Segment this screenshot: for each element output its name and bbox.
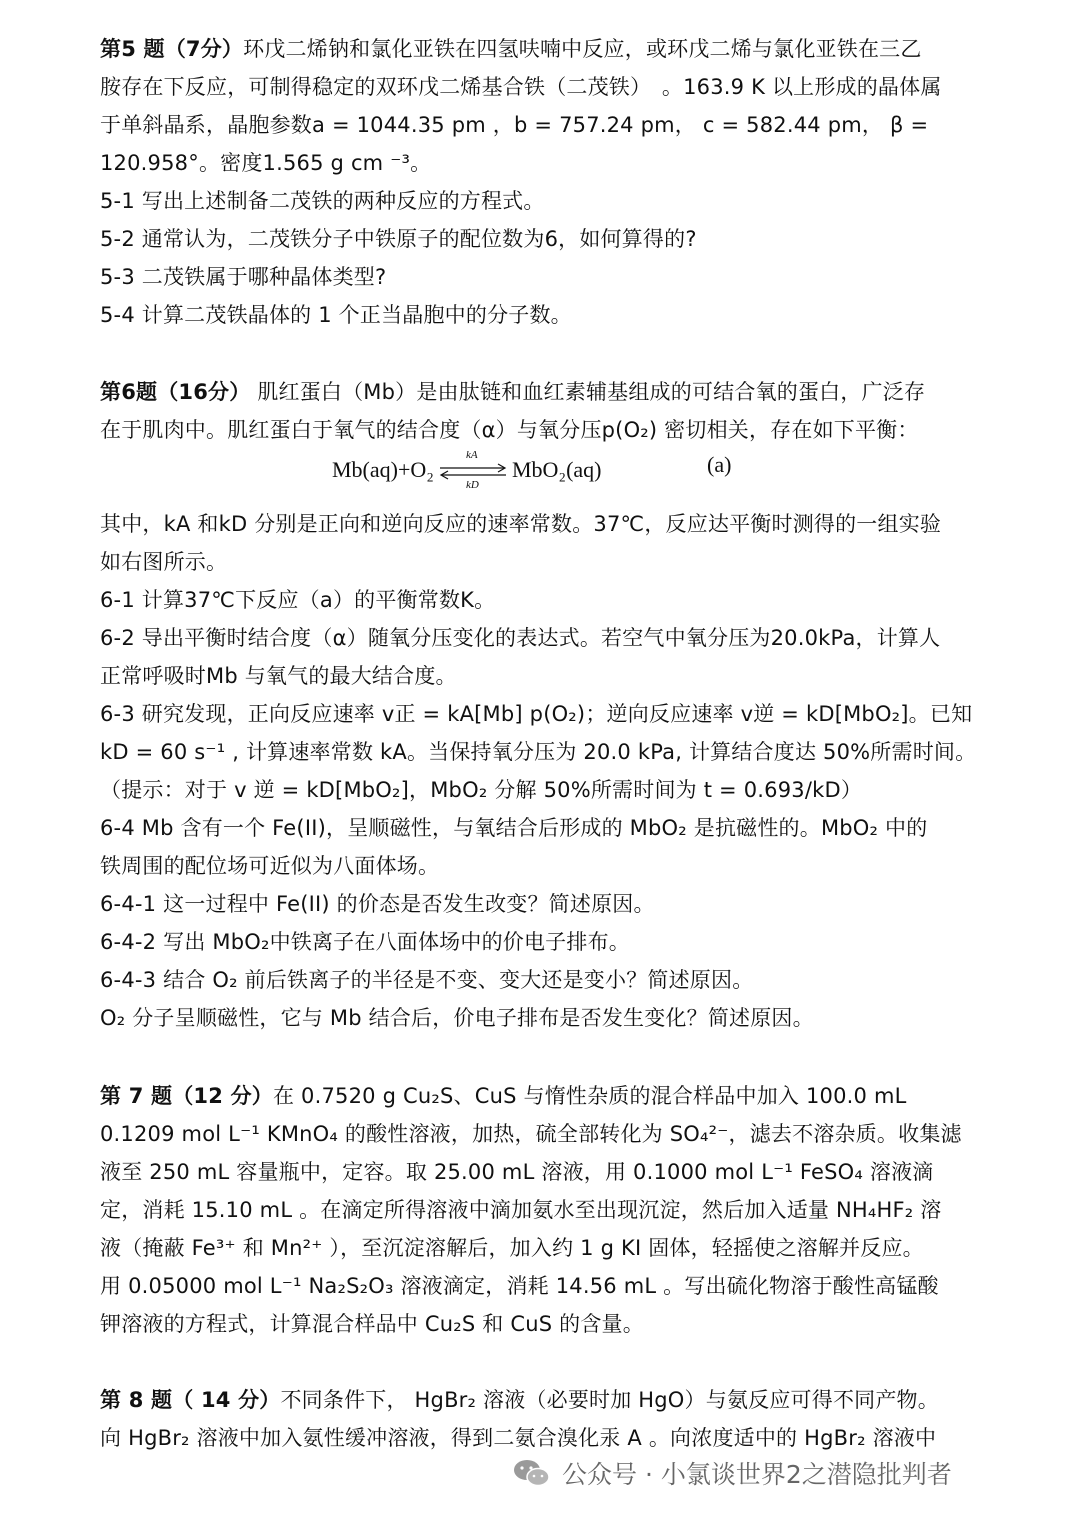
q5-sub-4: 5-4 计算二茂铁晶体的 1 个正当晶胞中的分子数。	[100, 303, 572, 327]
q6-heading: 第6题（16分）	[100, 380, 251, 404]
q5-line-1	[100, 33, 922, 63]
q6-sub-4-4: O₂ 分子呈顺磁性，它与 Mb 结合后，价电子排布是否发生变化？简述原因。	[100, 1006, 814, 1030]
q6-text: 肌红蛋白（Mb）是由肽链和血红素辅基组成的可结合氧的蛋白，广泛存	[250, 380, 926, 404]
q6-line-3: 其中，kA 和kD 分别是正向和逆向反应的速率常数。37℃，反应达平衡时测得的一组实验	[100, 512, 942, 536]
q5-sub-3: 5-3 二茂铁属于哪种晶体类型?	[100, 265, 387, 289]
q7-heading: 第 7 题（12 分）	[100, 1084, 273, 1108]
q8-line-2: 向 HgBr₂ 溶液中加入氨性缓冲溶液，得到二氨合溴化汞 A 。向浓度适中的 HgBr₂ 溶液中	[100, 1426, 937, 1450]
q5-line-3: 于单斜晶系，晶胞参数a = 1044.35 pm ，b = 757.24 pm， c = 582.44 pm， β =	[100, 113, 929, 137]
q5-line-4: 120.958°。密度1.565 g cm ⁻³。	[100, 151, 432, 175]
wechat-icon	[512, 1458, 550, 1488]
q5-heading: 第5 题（7分）	[100, 37, 244, 61]
q8-heading: 第 8 题（ 14 分）	[100, 1388, 281, 1412]
q8-line-1	[100, 1384, 939, 1414]
q6-line-2: 在于肌肉中。肌红蛋白于氧气的结合度（α）与氧分压p(O₂) 密切相关，存在如下平衡：	[100, 418, 919, 442]
q8-text: 不同条件下， HgBr₂ 溶液（必要时加 HgO）与氨反应可得不同产物。	[280, 1388, 939, 1412]
q7-line-2: 0.1209 mol L⁻¹ KMnO₄ 的酸性溶液，加热，硫全部转化为 SO₄²⁻，滤去不溶杂质。收集滤	[100, 1122, 962, 1146]
q6-sub-4-1: 6-4-1 这一过程中 Fe(II) 的价态是否发生改变？简述原因。	[100, 892, 655, 916]
q6-sub-2a: 6-2 导出平衡时结合度（α）随氧分压变化的表达式。若空气中氧分压为20.0kPa，计算人	[100, 626, 941, 650]
q7-line-3: 液至 250 mL 容量瓶中，定容。取 25.00 mL 溶液，用 0.1000 mol L⁻¹ FeSO₄ 溶液滴	[100, 1160, 934, 1184]
watermark-text: 公众号 · 小氯谈世界2之潜隐批判者	[562, 1460, 952, 1489]
q6-sub-3b: kD = 60 s⁻¹ , 计算速率常数 kA。当保持氧分压为 20.0 kPa, 计算结合度达 50%所需时间。	[100, 740, 977, 764]
equilibrium-arrows-icon	[436, 449, 510, 492]
eq-rate-forward: kA	[465, 449, 478, 461]
q6-sub-1: 6-1 计算37℃下反应（a）的平衡常数K。	[100, 588, 496, 612]
q7-line-1	[100, 1080, 907, 1110]
q5-sub-2: 5-2 通常认为，二茂铁分子中铁原子的配位数为6，如何算得的?	[100, 227, 697, 251]
eq-rate-reverse: kD	[465, 479, 479, 491]
q5-text: 环戊二烯钠和氯化亚铁在四氢呋喃中反应，或环戊二烯与氯化亚铁在三乙	[243, 37, 922, 61]
q5-line-2: 胺存在下反应，可制得稳定的双环戊二烯基合铁（二茂铁） 。163.9 K 以上形成的晶体属	[100, 75, 942, 99]
q6-line-4: 如右图所示。	[100, 550, 228, 574]
q6-sub-4-2: 6-4-2 写出 MbO₂中铁离子在八面体场中的价电子排布。	[100, 930, 630, 954]
q6-sub-3c: （提示：对于 v 逆 = kD[MbO₂]，MbO₂ 分解 50%所需时间为 t = 0.693/kD）	[100, 778, 863, 802]
q6-sub-4b: 铁周围的配位场可近似为八面体场。	[100, 854, 440, 878]
q6-sub-2b: 正常呼吸时Mb 与氧气的最大结合度。	[100, 664, 457, 688]
eq-left: Mb(aq)+O₂	[332, 457, 434, 483]
eq-right: MbO₂(aq)	[511, 457, 602, 483]
q7-line-6: 用 0.05000 mol L⁻¹ Na₂S₂O₃ 溶液滴定，消耗 14.56 mL 。写出硫化物溶于酸性高锰酸	[100, 1274, 939, 1298]
q7-line-7: 钾溶液的方程式，计算混合样品中 Cu₂S 和 CuS 的含量。	[100, 1312, 644, 1336]
q6-line-1	[100, 376, 925, 406]
watermark	[512, 1455, 952, 1491]
q6-sub-4-3: 6-4-3 结合 O₂ 前后铁离子的半径是不变、变大还是变小？简述原因。	[100, 968, 754, 992]
q7-text: 在 0.7520 g Cu₂S、CuS 与惰性杂质的混合样品中加入 100.0 mL	[272, 1084, 907, 1108]
q6-sub-4a: 6-4 Mb 含有一个 Fe(II)，呈顺磁性，与氧结合后形成的 MbO₂ 是抗磁性的。MbO₂ 中的	[100, 816, 928, 840]
q7-line-4: 定，消耗 15.10 mL 。在滴定所得溶液中滴加氨水至出现沉淀，然后加入适量 NH₄HF₂ 溶	[100, 1198, 942, 1222]
q6-sub-3a: 6-3 研究发现，正向反应速率 v正 = kA[Mb] p(O₂)；逆向反应速率 v逆 = kD[MbO₂]。已知	[100, 702, 973, 726]
q7-line-5: 液（掩蔽 Fe³⁺ 和 Mn²⁺ ），至沉淀溶解后，加入约 1 g KI 固体，轻摇使之溶解并反应。	[100, 1236, 924, 1260]
q5-sub-1: 5-1 写出上述制备二茂铁的两种反应的方程式。	[100, 189, 545, 213]
equilibrium-equation	[332, 449, 732, 492]
eq-label: (a)	[707, 452, 732, 477]
